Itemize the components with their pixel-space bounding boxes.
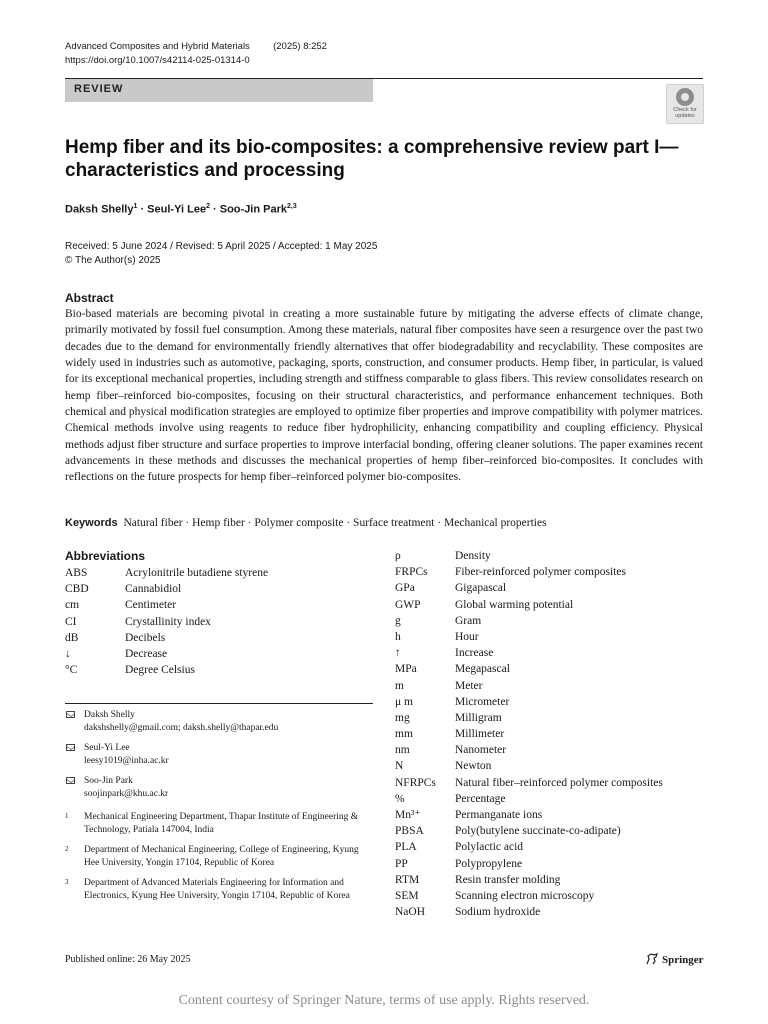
section-label: REVIEW [74, 83, 124, 95]
abbreviation-row [395, 629, 705, 645]
contact-entry [65, 709, 373, 734]
abbreviation-term: % [395, 792, 405, 805]
abbreviation-definition: Newton [455, 760, 492, 773]
article-history [65, 240, 377, 268]
doi-link[interactable]: https://doi.org/10.1007/s42114-025-01314-0 [65, 55, 250, 66]
journal-name: Advanced Composites and Hybrid Materials [65, 41, 250, 52]
footnote-rule [65, 703, 373, 704]
contact-entry [65, 775, 373, 800]
abbreviation-row [395, 613, 705, 629]
abbreviations-right [395, 548, 705, 920]
affiliation-text: Department of Mechanical Engineering, College of Engineering, Kyung Hee University, Yongin 17104, Republic of Korea [84, 845, 359, 868]
abbreviation-definition: Meter [455, 679, 483, 692]
affiliation-number: 1 [65, 812, 69, 820]
section-band [65, 79, 373, 102]
abbreviation-term: CI [65, 615, 77, 628]
abbreviation-term: ↓ [65, 647, 71, 660]
abbreviation-row [395, 872, 705, 888]
courtesy-notice: Content courtesy of Springer Nature, terms of use apply. Rights reserved. [178, 993, 590, 1008]
abbreviation-definition: Density [455, 550, 491, 562]
abbreviation-definition: Percentage [455, 792, 506, 805]
abbreviation-row [395, 564, 705, 580]
abbreviation-row [395, 856, 705, 872]
abbreviation-term: NaOH [395, 906, 426, 919]
abbreviation-row [395, 678, 705, 694]
abbreviation-definition: Crystallinity index [125, 615, 211, 628]
abbreviation-row [395, 904, 705, 920]
abbreviation-term: nm [395, 744, 410, 757]
author-separator: · [137, 203, 148, 216]
abbreviation-term: RTM [395, 873, 420, 886]
publisher-name: Springer [662, 954, 704, 966]
running-header [65, 40, 327, 54]
abbreviation-row [395, 839, 705, 855]
abbreviation-term: N [395, 760, 404, 773]
affiliation-text: Mechanical Engineering Department, Thapar Institute of Engineering & Technology, Patiala 147004, India [84, 812, 359, 835]
springer-horse-icon [645, 953, 659, 965]
abbreviation-row [395, 807, 705, 823]
affiliation [65, 877, 365, 902]
springer-logo[interactable] [645, 953, 704, 966]
abbreviation-definition: Megapascal [455, 663, 510, 676]
author-affiliation-mark: 2 [206, 203, 210, 210]
abbreviation-term: PBSA [395, 825, 424, 838]
envelope-icon [66, 711, 75, 718]
abbreviation-definition: Permanganate ions [455, 809, 543, 821]
abbreviation-row [65, 614, 365, 630]
abbreviation-term: Mn³⁺ [395, 809, 421, 821]
affiliation-list [65, 811, 365, 911]
contact-name: Seul-Yi Lee [84, 743, 130, 753]
author-separator: · [209, 203, 220, 216]
copyright-line: © The Author(s) 2025 [65, 255, 161, 266]
abbreviation-term: cm [65, 599, 80, 612]
author-list [65, 203, 297, 216]
abbreviation-term: CBD [65, 583, 89, 596]
contact-email[interactable]: soojinpark@khu.ac.kr [84, 788, 169, 799]
abbreviation-definition: Decrease [125, 647, 168, 660]
author-affiliation-mark: 2,3 [287, 203, 297, 210]
affiliation [65, 811, 365, 836]
contact-email[interactable]: leesy1019@inha.ac.kr [84, 755, 169, 766]
abbreviation-row [65, 597, 365, 613]
abbreviation-term: PP [395, 857, 408, 870]
abbreviation-row [395, 775, 705, 791]
abbreviation-term: PLA [395, 841, 417, 854]
author-name[interactable]: Soo-Jin Park [219, 203, 287, 216]
abbreviation-row [65, 581, 365, 597]
affiliation [65, 844, 365, 869]
abbreviation-definition: Acrylonitrile butadiene styrene [125, 567, 269, 579]
affiliation-number: 2 [65, 845, 69, 854]
abbreviation-row [395, 742, 705, 758]
abbreviation-row [65, 662, 365, 678]
abbreviation-row [395, 597, 705, 613]
abbreviation-definition: Nanometer [455, 744, 507, 757]
abbreviation-row [65, 630, 365, 646]
abbreviation-definition: Fiber-reinforced polymer composites [455, 566, 626, 579]
author-name[interactable]: Daksh Shelly [65, 203, 134, 216]
author-name[interactable]: Seul-Yi Lee [147, 203, 207, 216]
abbreviation-term: ABS [65, 567, 88, 579]
abbreviation-term: mg [395, 711, 410, 724]
author-affiliation-mark: 1 [133, 203, 138, 210]
abbreviation-term: ↑ [395, 647, 401, 660]
abbreviation-term: dB [65, 631, 79, 644]
abbreviation-term: h [395, 630, 401, 643]
dates-line: Received: 5 June 2024 / Revised: 5 April 2025 / Accepted: 1 May 2025 [65, 241, 378, 252]
keywords-text: Natural fiber · Hemp fiber · Polymer composite · Surface treatment · Mechanical properties [123, 517, 547, 529]
abbreviation-row [395, 580, 705, 596]
abbreviation-definition: Polypropylene [455, 857, 523, 870]
abbreviation-row [395, 645, 705, 661]
abbreviation-definition: Cannabidiol [125, 583, 182, 596]
keywords-label: Keywords [65, 517, 118, 529]
abbreviation-definition: Centimeter [125, 599, 177, 612]
abbreviation-row [395, 694, 705, 710]
keywords [65, 517, 547, 529]
abstract-heading: Abstract [65, 291, 114, 305]
abbreviation-definition: Global warming potential [455, 598, 574, 611]
abbreviation-definition: Millimeter [455, 728, 505, 741]
envelope-icon [66, 744, 75, 751]
abbreviation-term: mm [395, 728, 413, 741]
abbreviation-definition: Scanning electron microscopy [455, 889, 595, 902]
contact-list [65, 709, 373, 808]
abbreviation-term: SEM [395, 889, 419, 902]
contact-entry [65, 742, 373, 767]
abbreviation-definition: Poly(butylene succinate-co-adipate) [455, 825, 621, 838]
abbreviation-row [395, 888, 705, 904]
check-for-updates-button[interactable] [666, 84, 704, 124]
abbreviation-definition: Milligram [455, 711, 502, 724]
abbreviation-definition: Gigapascal [455, 582, 507, 595]
abbreviation-term: FRPCs [395, 566, 428, 579]
abbreviation-definition: Sodium hydroxide [455, 906, 541, 919]
citation: (2025) 8:252 [273, 41, 327, 52]
abbreviations-heading: Abbreviations [65, 549, 146, 563]
published-date: Published online: 26 May 2025 [65, 954, 191, 965]
abbreviation-definition: Degree Celsius [125, 664, 195, 677]
abbreviation-term: g [395, 614, 401, 627]
contact-email[interactable]: dakshshelly@gmail.com; daksh.shelly@thapar.edu [84, 722, 279, 733]
affiliation-text: Department of Advanced Materials Engineering for Information and Electronics, Kyung Hee University, Yongin 17104, Republic of Korea [84, 878, 350, 901]
abbreviation-row [395, 758, 705, 774]
affiliation-number: 3 [65, 878, 69, 887]
abbreviation-row [395, 548, 705, 564]
envelope-icon [66, 777, 75, 784]
abbreviation-definition: Polylactic acid [455, 841, 524, 854]
abbreviation-definition: Resin transfer molding [455, 873, 561, 886]
abbreviation-term: m [395, 679, 404, 692]
badge-text: Check for updates [673, 107, 697, 119]
abbreviation-term: μ m [395, 695, 413, 708]
abbreviation-term: MPa [395, 663, 417, 676]
update-icon [676, 88, 694, 106]
abbreviation-term: GPa [395, 582, 415, 595]
abbreviation-definition: Increase [455, 647, 494, 660]
abbreviation-term: NFRPCs [395, 776, 436, 789]
contact-name: Daksh Shelly [84, 710, 135, 720]
abbreviation-row [65, 565, 365, 581]
abbreviation-row [65, 646, 365, 662]
contact-name: Soo-Jin Park [84, 776, 133, 786]
abbreviation-row [395, 710, 705, 726]
abbreviation-term: GWP [395, 598, 421, 611]
abbreviations-left [65, 565, 365, 678]
abbreviation-row [395, 661, 705, 677]
abstract-text: Bio-based materials are becoming pivotal in creating a more sustainable future by mitigating the adverse effects of climate change, primarily motivated by fossil fuel consumption. Among these materials, natural fiber composites have seen a resurgence over the past two decades due to the demand for environmentally friendly alternatives that offer biodegradability and recyclability. These composites are widely used in industries such as automotive, packaging, sports, construction, and consumer products. Hemp fiber, in particular, is valued for its exceptional mechanical properties, including strength and stiffness comparable to glass fibers. This review consolidates research on hemp fiber–reinforced bio-composites, focusing on their structural characteristics, and performance enhancement techniques. Both chemical and physical modification strategies are employed to optimize fiber properties and improve compatibility with polymer matrices. Chemical methods involve using reagents to reduce fiber hydrophilicity, enhancing compatibility and coupling efficiency. Physical methods adjust fiber structure and surface properties to improve interfacial bonding, offering cleaner solutions. The paper examines recent advancements in these methods and discusses the mechanical properties of hemp fiber–reinforced bio-composites. It concludes with reflections on the future prospects for hemp fiber–reinforced polymer bio-composites. [65, 308, 703, 484]
article-title: Hemp fiber and its bio-composites: a comprehensive review part I—characteristics and processing [65, 137, 679, 181]
abbreviation-row [395, 726, 705, 742]
abbreviation-definition: Gram [455, 614, 482, 627]
abbreviation-definition: Decibels [125, 631, 166, 644]
abbreviation-term: ρ [395, 550, 401, 562]
abbreviation-definition: Natural fiber–reinforced polymer composites [455, 776, 663, 789]
abbreviation-definition: Hour [455, 630, 479, 643]
abbreviation-row [395, 823, 705, 839]
abbreviation-term: °C [65, 664, 78, 677]
abbreviation-row [395, 791, 705, 807]
abbreviation-definition: Micrometer [455, 695, 510, 708]
